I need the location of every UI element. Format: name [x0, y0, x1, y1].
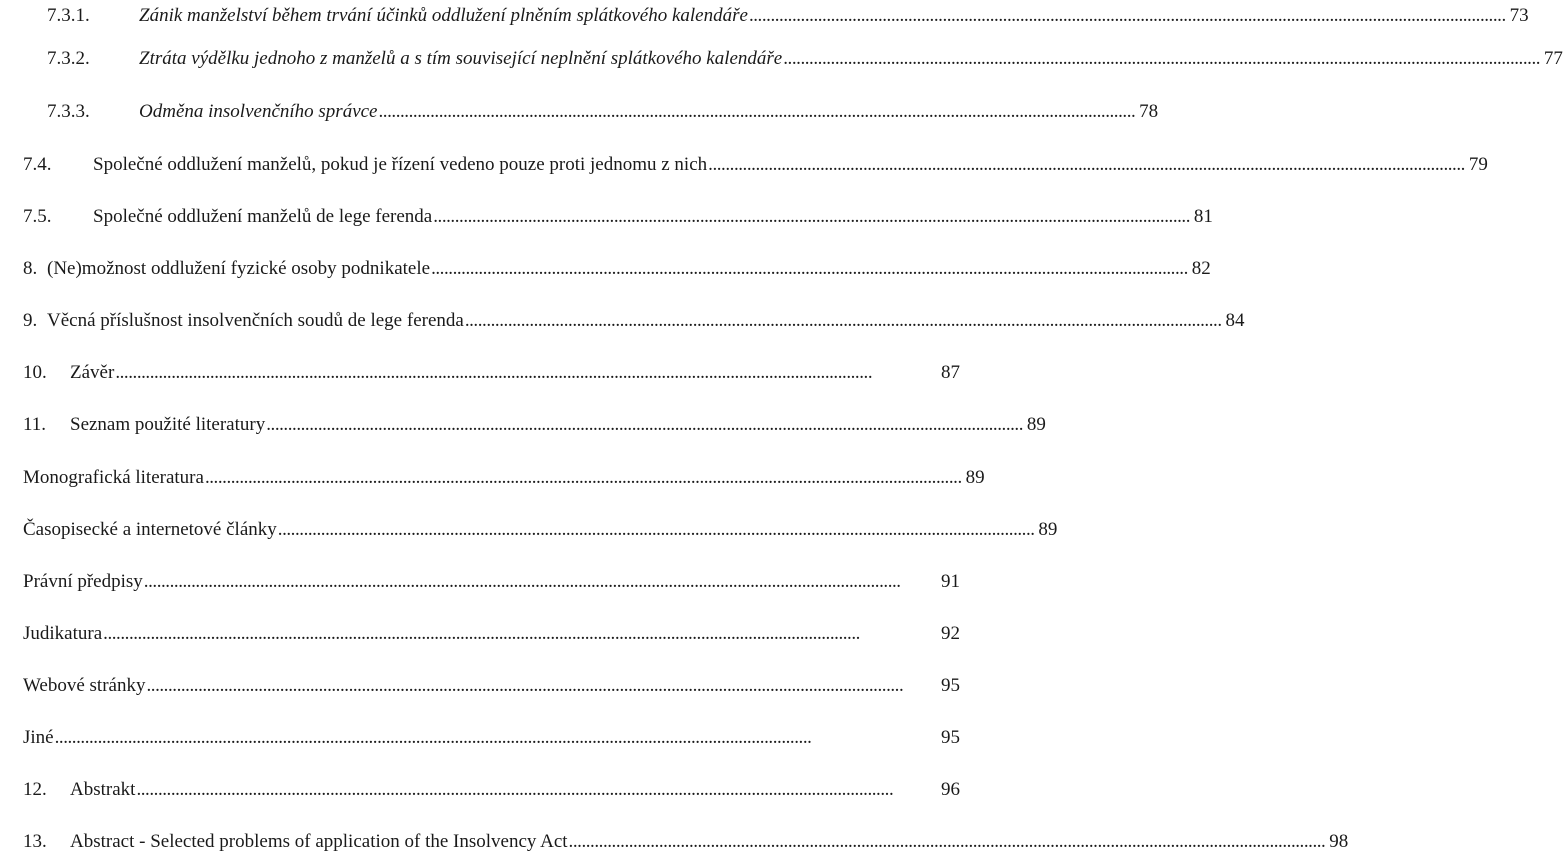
- toc-entry[interactable]: [23, 619, 960, 649]
- toc-dot-leader: [782, 44, 1538, 74]
- toc-entry-page: 81: [1193, 206, 1213, 227]
- toc-entry-number: 7.3.3.: [47, 101, 90, 122]
- toc-entry-title: Judikatura: [23, 623, 103, 644]
- toc-entry-page: 96: [941, 779, 960, 800]
- toc-entry[interactable]: [23, 150, 1488, 180]
- toc-dot-leader: [277, 515, 1033, 545]
- toc-dot-leader: [143, 567, 935, 597]
- toc-entry[interactable]: [23, 463, 985, 493]
- toc-entry-title: Abstract - Selected problems of application of the Insolvency Act: [70, 831, 568, 852]
- toc-entry-page: 78: [1139, 101, 1159, 122]
- toc-dot-leader: [378, 97, 1134, 127]
- toc-entry-number: 11.: [23, 414, 47, 435]
- toc-entry-page: 98: [1329, 831, 1349, 852]
- toc-entry-number: 7.3.2.: [47, 48, 90, 69]
- toc-entry-page: 79: [1468, 154, 1488, 175]
- toc-dot-leader: [54, 723, 935, 753]
- toc-entry-number: 12.: [23, 779, 47, 800]
- toc-dot-leader: [748, 1, 1504, 31]
- toc-entry-page: 92: [941, 623, 960, 644]
- toc-entry-number: 7.5.: [23, 206, 52, 227]
- toc-entry-title: Ztráta výdělku jednoho z manželů a s tím související neplnění splátkového kalendáře: [139, 48, 783, 69]
- toc-entry[interactable]: [23, 410, 1046, 440]
- toc-entry-title: Webové stránky: [23, 675, 146, 696]
- toc-entry-title: Společné oddlužení manželů de lege ferenda: [93, 206, 433, 227]
- toc-entry[interactable]: [23, 671, 960, 701]
- toc-dot-leader: [707, 150, 1463, 180]
- toc-entry-title: Zánik manželství během trvání účinků oddlužení plněním splátkového kalendáře: [139, 5, 748, 26]
- toc-entry-title: Společné oddlužení manželů, pokud je řízení vedeno pouze proti jednomu z nich: [93, 154, 708, 175]
- toc-entry-page: 89: [1026, 414, 1046, 435]
- toc-entry-page: 89: [1038, 519, 1058, 540]
- toc-dot-leader: [102, 619, 935, 649]
- toc-entry[interactable]: [23, 306, 1245, 336]
- toc-entry-title: (Ne)možnost oddlužení fyzické osoby podnikatele: [47, 258, 431, 279]
- toc-entry-title: Závěr: [70, 362, 115, 383]
- toc-entry[interactable]: [23, 202, 1213, 232]
- toc-entry[interactable]: [23, 775, 960, 805]
- toc-entry[interactable]: [23, 723, 960, 753]
- toc-entry[interactable]: [23, 254, 1211, 284]
- toc-entry[interactable]: [47, 1, 1529, 31]
- toc-entry-number: 9.: [23, 310, 38, 331]
- toc-entry-page: 77: [1543, 48, 1563, 69]
- toc-entry-number: 8.: [23, 258, 38, 279]
- toc-entry[interactable]: [23, 515, 1058, 545]
- toc-entry-page: 95: [941, 675, 960, 696]
- toc-entry-title: Odměna insolvenčního správce: [139, 101, 378, 122]
- toc-dot-leader: [135, 775, 935, 805]
- toc-entry[interactable]: [23, 827, 1349, 857]
- toc-entry-number: 7.4.: [23, 154, 52, 175]
- toc-entry-page: 87: [941, 362, 960, 383]
- toc-entry-number: 10.: [23, 362, 47, 383]
- toc-entry-title: Věcná příslušnost insolvenčních soudů de lege ferenda: [47, 310, 464, 331]
- toc-entry-page: 73: [1509, 5, 1529, 26]
- toc-entry[interactable]: [23, 358, 960, 388]
- toc-entry-number: 7.3.1.: [47, 5, 90, 26]
- toc-entry-page: 91: [941, 571, 960, 592]
- toc-entry-number: 13.: [23, 831, 47, 852]
- toc-entry-title: Monografická literatura: [23, 467, 204, 488]
- toc-entry-page: 95: [941, 727, 960, 748]
- toc-entry-page: 82: [1191, 258, 1211, 279]
- toc-dot-leader: [204, 463, 960, 493]
- toc-dot-leader: [430, 254, 1186, 284]
- toc-entry-title: Seznam použité literatury: [70, 414, 266, 435]
- toc-entry-page: 84: [1225, 310, 1245, 331]
- toc-entry[interactable]: [47, 97, 1159, 127]
- toc-entry[interactable]: [47, 44, 1563, 74]
- toc-dot-leader: [568, 827, 1324, 857]
- toc-entry-title: Časopisecké a internetové články: [23, 519, 277, 540]
- toc-dot-leader: [145, 671, 935, 701]
- toc-entry-title: Právní předpisy: [23, 571, 143, 592]
- toc-dot-leader: [114, 358, 935, 388]
- toc-dot-leader: [265, 410, 1021, 440]
- toc-entry-page: 89: [965, 467, 985, 488]
- toc-entry-title: Jiné: [23, 727, 54, 748]
- toc-entry-title: Abstrakt: [70, 779, 136, 800]
- toc-entry[interactable]: [23, 567, 960, 597]
- toc-dot-leader: [464, 306, 1220, 336]
- toc-dot-leader: [432, 202, 1188, 232]
